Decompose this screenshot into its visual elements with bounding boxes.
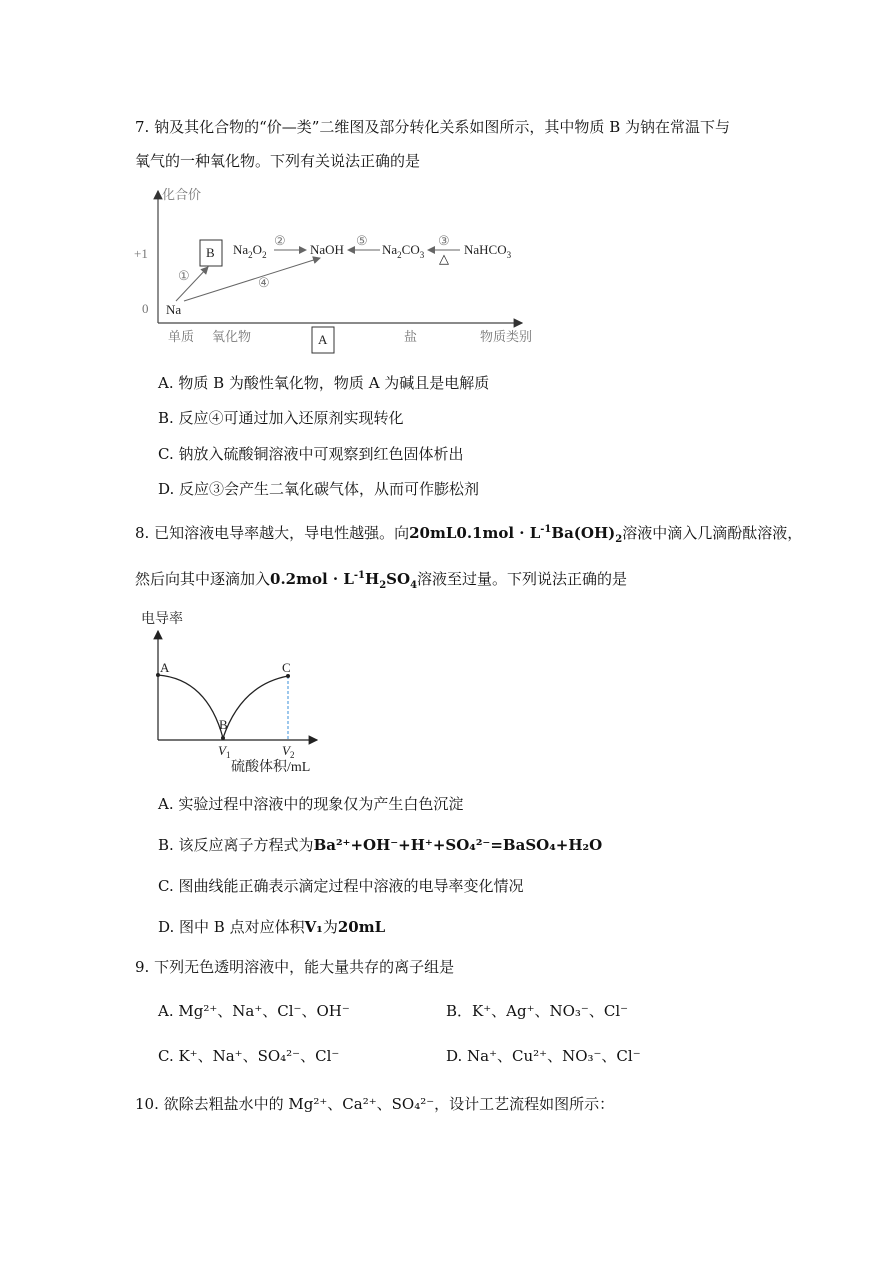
- q8-exp-1: -1: [540, 524, 552, 535]
- q8-option-d-mid: 为: [322, 918, 338, 936]
- q8-stem-line1: [135, 520, 802, 550]
- q8-tick-v1: $V_1$: [218, 743, 231, 760]
- q9-stem: 9. 下列无色透明溶液中，能大量共存的离子组是: [135, 958, 455, 976]
- q7-nahco3: NaHCO$_3$: [464, 242, 512, 260]
- q8-h: H: [365, 570, 380, 588]
- q7-label-1: ①: [178, 268, 190, 283]
- q8-option-c: C. 图曲线能正确表示滴定过程中溶液的电导率变化情况: [158, 877, 524, 895]
- q7-tick-0: 0: [142, 301, 149, 316]
- q7-stem-line2: 氧气的一种氧化物。下列有关说法正确的是: [135, 152, 421, 170]
- q8-h-sub: 2: [379, 580, 387, 591]
- q8-x-axis-label: 硫酸体积/mL: [231, 760, 311, 775]
- q8-tick-v2: $V_2$: [282, 743, 295, 760]
- q8-text-2h: 溶液至过量。下列说法正确的是: [417, 570, 628, 588]
- q8-text-1a: 8. 已知溶液电导率越大，导电性越强。向: [135, 524, 410, 542]
- q8-stem-line2: [135, 566, 627, 596]
- q7-y-axis-label: 化合价: [162, 187, 202, 202]
- q8-option-b: [158, 835, 602, 855]
- q8-label-c: C: [282, 660, 291, 675]
- q7-cat-salt: 盐: [404, 329, 418, 344]
- q8-option-d-v1: V₁: [304, 918, 323, 936]
- q7-cat-oxide: 氧化物: [212, 329, 252, 344]
- q7-tick-plus1: +1: [134, 246, 148, 261]
- q7-option-a: A. 物质 B 为酸性氧化物，物质 A 为碱且是电解质: [158, 374, 490, 392]
- q8-exp-2: -1: [353, 570, 366, 581]
- q8-option-b-prefix: B. 该反应离子方程式为: [158, 836, 314, 854]
- q7-na: Na: [166, 302, 182, 317]
- q8-label-b: B: [219, 717, 228, 732]
- q8-so-sub: 4: [410, 580, 418, 591]
- q8-option-d-value: 20mL: [337, 918, 386, 936]
- q7-cat-box-a: A: [318, 332, 328, 347]
- q9-option-a: A. Mg²⁺、Na⁺、Cl⁻、OH⁻: [158, 1002, 350, 1020]
- q8-y-axis-label: 电导率: [141, 612, 183, 627]
- q7-label-4: ④: [258, 275, 270, 290]
- q7-heat: △: [439, 251, 449, 266]
- q8-text-2a: 然后向其中逐滴加入: [135, 570, 271, 588]
- q7-box-b-label: B: [206, 245, 215, 260]
- q7-cat-single: 单质: [168, 329, 195, 344]
- q7-na2o2: $Na_2O_2$: [233, 242, 267, 260]
- q8-curve-right: [223, 676, 288, 738]
- q8-sub-2: 2: [615, 534, 623, 545]
- q7-option-b: B. 反应④可通过加入还原剂实现转化: [158, 409, 404, 427]
- q8-label-a: A: [160, 660, 170, 675]
- q8-so: SO: [386, 570, 411, 588]
- q8-conc-1: 20mL0.1mol · L: [409, 524, 541, 542]
- q8-option-d: [158, 917, 385, 937]
- q7-stem-line1: 7. 钠及其化合物的“价—类”二维图及部分转化关系如图所示，其中物质 B 为钠在常温下与: [135, 118, 730, 136]
- q8-point-b: [221, 736, 225, 740]
- q8-conc-2: 0.2mol · L: [270, 570, 354, 588]
- q9-option-d: D. Na⁺、Cu²⁺、NO₃⁻、Cl⁻: [446, 1047, 641, 1065]
- q7-label-3: ③: [438, 233, 450, 248]
- q7-arrow-4: [184, 258, 320, 301]
- q8-text-1f: 溶液中滴入几滴酚酞溶液，: [622, 524, 803, 542]
- q7-label-5: ⑤: [356, 233, 368, 248]
- q7-option-d: D. 反应③会产生二氧化碳气体，从而可作膨松剂: [158, 480, 480, 498]
- q8-conductivity-graph: [135, 605, 335, 775]
- q7-x-axis-label: 物质类别: [480, 329, 533, 344]
- q8-option-d-prefix: D. 图中 B 点对应体积: [158, 918, 305, 936]
- q9-option-b: B．K⁺、Ag⁺、NO₃⁻、Cl⁻: [446, 1002, 629, 1020]
- q8-baoh: Ba(OH): [551, 524, 616, 542]
- q7-na2co3: $Na_2CO_3$: [382, 242, 425, 260]
- q7-option-c: C. 钠放入硫酸铜溶液中可观察到红色固体析出: [158, 445, 464, 463]
- q7-label-2: ②: [274, 233, 286, 248]
- q9-option-c: C. K⁺、Na⁺、SO₄²⁻、Cl⁻: [158, 1047, 340, 1065]
- q10-stem: 10. 欲除去粗盐水中的 Mg²⁺、Ca²⁺、SO₄²⁻，设计工艺流程如图所示：: [135, 1095, 615, 1113]
- q8-option-a: A. 实验过程中溶液中的现象仅为产生白色沉淀: [158, 795, 464, 813]
- q8-option-b-equation: Ba²⁺+OH⁻+H⁺+SO₄²⁻=BaSO₄+H₂O: [313, 836, 603, 854]
- q7-valence-class-diagram: [130, 183, 550, 363]
- q7-naoh: NaOH: [310, 242, 344, 257]
- q8-curve-left: [158, 675, 223, 738]
